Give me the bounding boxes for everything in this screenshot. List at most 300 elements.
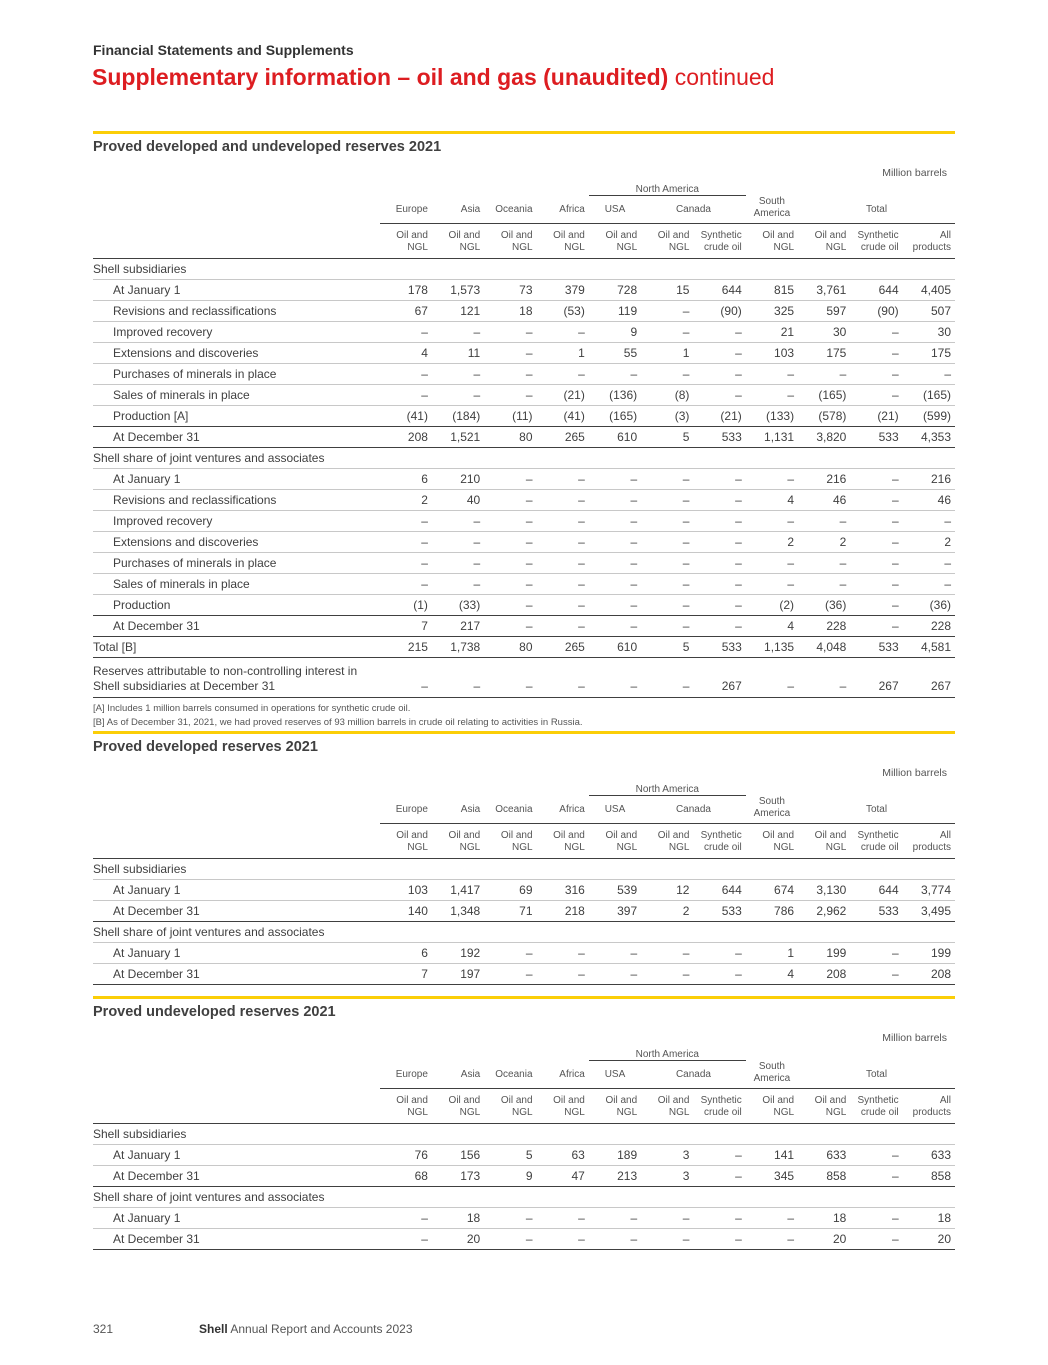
header-spacer [746,781,955,796]
cell-value: (578) [798,405,850,426]
cell-value: – [589,531,641,552]
header-row-region-group [93,181,955,196]
cell-value: 46 [903,489,955,510]
cell-value: (36) [903,594,955,615]
cell-value: 80 [484,426,536,447]
header-type [746,223,798,258]
header-type-line2: NGL [773,241,795,253]
table-row [93,300,955,321]
table-row [93,963,955,984]
row-label: Purchases of minerals in place [93,552,380,573]
cell-value: 379 [537,279,589,300]
cell-value: 4,048 [798,636,850,657]
cell-value: – [798,657,850,697]
cell-value: 644 [850,279,902,300]
cell-value: 103 [746,342,798,363]
header-type-line2: NGL [511,1106,533,1118]
header-type-line2: NGL [773,1106,795,1118]
cell-value: – [693,1207,745,1228]
group-header-row [93,858,955,879]
cell-value: (133) [746,405,798,426]
cell-value: 533 [693,900,745,921]
header-type [641,223,693,258]
section-title: Proved developed and undeveloped reserves 2021 [93,139,442,155]
cell-value: – [641,942,693,963]
cell-value: 228 [903,615,955,636]
cell-value: – [850,594,902,615]
cell-value: – [484,1207,536,1228]
cell-value: – [537,1207,589,1228]
footnote: [A] Includes 1 million barrels consumed in operations for synthetic crude oil. [93,702,411,714]
header-region-canada: Canada [675,803,711,815]
cell-value: 46 [798,489,850,510]
header-region-africa: Africa [559,803,585,815]
table-row [93,321,955,342]
table-row [93,594,955,615]
header-type [484,223,536,258]
row-label: Extensions and discoveries [93,342,380,363]
cell-value: – [589,594,641,615]
cell-value: 2 [903,531,955,552]
header-type-line1: Synthetic [857,1094,899,1106]
cell-value: (165) [798,384,850,405]
header-region-africa: Africa [559,203,585,215]
header-row-regions [93,1061,955,1089]
header-type [798,823,850,858]
header-type [850,1088,902,1123]
cell-value: 1,521 [432,426,484,447]
cell-value: – [798,552,850,573]
cell-value: – [537,468,589,489]
cell-value: – [537,321,589,342]
cell-value: 216 [903,468,955,489]
group-label: Shell share of joint ventures and associates [93,447,955,468]
row-label: At January 1 [93,279,380,300]
cell-value: – [380,321,432,342]
cell-value: 610 [589,426,641,447]
cell-value: – [693,342,745,363]
cell-value: – [641,657,693,697]
cell-value: 267 [903,657,955,697]
header-spacer [93,823,380,858]
cell-value: 4,405 [903,279,955,300]
table-row [93,942,955,963]
header-type [484,823,536,858]
header-type [746,1088,798,1123]
cell-value: – [693,573,745,594]
header-type-line2: crude oil [703,1106,742,1118]
cell-value: – [903,510,955,531]
table-row [93,1207,955,1228]
header-type-line2: crude oil [860,841,899,853]
cell-value: – [850,363,902,384]
cell-value: 644 [850,879,902,900]
cell-value: – [746,657,798,697]
table-row [93,405,955,426]
header-region-asia: Asia [460,803,481,815]
header-type-line2: NGL [407,841,428,853]
header-type [693,1088,745,1123]
cell-value: – [850,489,902,510]
header-type-line1: Oil and [605,1094,638,1106]
group-label: Shell subsidiaries [93,858,955,879]
cell-value: – [484,342,536,363]
header-type-line2: products [912,1106,951,1118]
cell-value: 20 [798,1228,850,1249]
cell-value: – [484,942,536,963]
header-type [432,223,484,258]
cell-value: 728 [589,279,641,300]
header-type-line1: Oil and [448,1094,481,1106]
header-region-total: Total [798,1061,955,1089]
cell-value: – [537,657,589,697]
cell-value: – [693,1228,745,1249]
cell-value: 4,353 [903,426,955,447]
cell-value: 55 [589,342,641,363]
cell-value: – [589,468,641,489]
group-label: Shell share of joint ventures and associates [93,1186,955,1207]
header-row-types [93,1088,955,1123]
page-title [92,64,774,91]
header-north-america: North America [589,181,746,196]
header-type-line1: Oil and [553,829,585,841]
header-type-line1: All [939,229,951,241]
header-type-line1: All [939,1094,951,1106]
row-label: Sales of minerals in place [93,384,380,405]
cell-value: 20 [903,1228,955,1249]
reserves-table [93,181,955,698]
cell-value: – [693,963,745,984]
cell-value: – [641,1207,693,1228]
header-type [641,823,693,858]
cell-value: – [850,615,902,636]
header-type-line2: NGL [616,1106,638,1118]
header-type [746,823,798,858]
header-type-line2: products [912,241,951,253]
cell-value: – [380,531,432,552]
cell-value: 15 [641,279,693,300]
cell-value: – [537,363,589,384]
cell-value: 210 [432,468,484,489]
cell-value: – [798,510,850,531]
cell-value: – [432,573,484,594]
table-row [93,279,955,300]
cell-value: 12 [641,879,693,900]
header-region-south-america [746,1061,798,1089]
cell-value: 11 [432,342,484,363]
cell-value: 20 [432,1228,484,1249]
cell-value: – [746,1228,798,1249]
header-type [589,823,641,858]
cell-value: – [537,531,589,552]
cell-value: – [484,1228,536,1249]
header-row-types [93,223,955,258]
row-label: At January 1 [93,942,380,963]
cell-value: 858 [798,1165,850,1186]
cell-value: 213 [589,1165,641,1186]
header-type [380,223,432,258]
header-type-line1: Oil and [814,229,847,241]
header-type-line2: NGL [459,841,481,853]
header-type [903,223,955,258]
cell-value: 786 [746,900,798,921]
cell-value: – [693,594,745,615]
cell-value: – [589,573,641,594]
cell-value: 156 [432,1144,484,1165]
cell-value: – [484,594,536,615]
header-spacer [93,796,380,824]
cell-value: 1,348 [432,900,484,921]
cell-value: – [850,552,902,573]
header-spacer [93,1088,380,1123]
cell-value: 2 [380,489,432,510]
cell-value: – [432,510,484,531]
footer-brand: Shell [199,1322,228,1336]
header-region-usa: USA [604,1068,626,1080]
row-label: At December 31 [93,615,380,636]
header-type [432,823,484,858]
cell-value: 644 [693,879,745,900]
reserves-table [93,781,955,985]
cell-value: – [641,594,693,615]
cell-value: 199 [798,942,850,963]
cell-value: 192 [432,942,484,963]
header-type-line2: NGL [825,841,847,853]
header-type [798,223,850,258]
cell-value: – [641,963,693,984]
cell-value: – [850,1207,902,1228]
cell-value: – [746,573,798,594]
cell-value: – [641,510,693,531]
cell-value: – [589,963,641,984]
cell-value: 1 [537,342,589,363]
nci-label-line1: Reserves attributable to non-controlling interest in [93,663,358,678]
cell-value: – [693,510,745,531]
section-label: Financial Statements and Supplements [93,42,354,58]
header-type-line2: crude oil [860,1106,899,1118]
cell-value: 197 [432,963,484,984]
header-spacer [93,223,380,258]
header-type-line1: Synthetic [857,829,899,841]
cell-value: 533 [850,900,902,921]
cell-value: 1 [746,942,798,963]
header-type-line1: Oil and [814,1094,847,1106]
header-type-line1: Oil and [605,229,638,241]
cell-value: 9 [589,321,641,342]
total-row [93,636,955,657]
cell-value: 216 [798,468,850,489]
header-region-south-america-line1: South [758,795,785,807]
header-region-africa: Africa [559,1068,585,1080]
header-spacer [93,1046,589,1061]
cell-value: 539 [589,879,641,900]
cell-value: – [432,531,484,552]
cell-value: – [380,1228,432,1249]
cell-value: – [746,1207,798,1228]
header-spacer [93,181,589,196]
header-type [537,223,589,258]
footer-report-name: Annual Report and Accounts 2023 [230,1322,413,1336]
cell-value: 3,820 [798,426,850,447]
header-type-line1: Oil and [762,1094,795,1106]
cell-value: – [693,552,745,573]
cell-value: 71 [484,900,536,921]
cell-value: 3,761 [798,279,850,300]
non-controlling-interest-row [93,657,955,697]
header-type-line2: NGL [825,1106,847,1118]
header-type-line1: Oil and [657,229,690,241]
header-type [903,1088,955,1123]
cell-value: 2 [746,531,798,552]
group-label: Shell subsidiaries [93,1123,955,1144]
cell-value: – [537,510,589,531]
cell-value: – [850,342,902,363]
cell-value: 63 [537,1144,589,1165]
cell-value: – [850,531,902,552]
header-type [537,823,589,858]
header-region-asia: Asia [460,1068,481,1080]
cell-value: 47 [537,1165,589,1186]
cell-value: (8) [641,384,693,405]
cell-value: – [484,657,536,697]
cell-value: 345 [746,1165,798,1186]
cell-value: – [903,363,955,384]
cell-value: (90) [693,300,745,321]
cell-value: – [641,363,693,384]
cell-value: (36) [798,594,850,615]
header-type-line2: NGL [773,841,795,853]
cell-value: – [746,384,798,405]
header-region-south-america [746,796,798,824]
header-type [798,1088,850,1123]
cell-value: 228 [798,615,850,636]
table-row [93,468,955,489]
cell-value: 175 [903,342,955,363]
cell-value: – [641,573,693,594]
header-row-regions [93,196,955,224]
cell-value: 121 [432,300,484,321]
header-type-line2: NGL [459,1106,481,1118]
cell-value: 1,131 [746,426,798,447]
cell-value: 18 [798,1207,850,1228]
row-label: At December 31 [93,426,380,447]
cell-value: – [484,531,536,552]
cell-value: 73 [484,279,536,300]
table-row [93,489,955,510]
cell-value: – [380,363,432,384]
row-label: Sales of minerals in place [93,573,380,594]
cell-value: 4 [746,489,798,510]
cell-value: 7 [380,615,432,636]
header-region-south-america-line1: South [758,1060,785,1072]
cell-value: – [693,615,745,636]
cell-value: (53) [537,300,589,321]
header-region-asia: Asia [460,203,481,215]
cell-value: – [850,321,902,342]
table-row [93,615,955,636]
cell-value: – [693,942,745,963]
header-type-line1: Oil and [396,1094,428,1106]
cell-value: – [641,531,693,552]
cell-value: – [537,942,589,963]
header-spacer [746,1046,955,1061]
cell-value: (21) [693,405,745,426]
cell-value: – [537,552,589,573]
section-rule [93,131,955,134]
cell-value: – [537,594,589,615]
section-title: Proved undeveloped reserves 2021 [93,1004,336,1020]
cell-value: 208 [903,963,955,984]
cell-value: – [693,384,745,405]
cell-value: – [641,1228,693,1249]
nci-label [93,657,380,697]
unit-label: Million barrels [882,767,947,779]
cell-value: 4 [746,615,798,636]
header-region-europe: Europe [395,1068,428,1080]
cell-value: 1,417 [432,879,484,900]
header-region-europe: Europe [395,203,428,215]
cell-value: – [693,489,745,510]
section-title: Proved developed reserves 2021 [93,739,318,755]
header-type-line1: Oil and [657,1094,690,1106]
cell-value: (599) [903,405,955,426]
cell-value: (2) [746,594,798,615]
row-label: Production [93,594,380,615]
row-label: Revisions and reclassifications [93,489,380,510]
cell-value: – [484,384,536,405]
cell-value: – [484,489,536,510]
header-north-america: North America [589,1046,746,1061]
cell-value: – [484,468,536,489]
header-region-europe: Europe [395,803,428,815]
group-header-row [93,447,955,468]
header-type-line2: NGL [825,241,847,253]
header-region-south-america-line2: America [753,807,791,819]
row-label: At December 31 [93,1165,380,1186]
header-spacer [746,181,955,196]
cell-value: – [537,963,589,984]
cell-value: 644 [693,279,745,300]
section-rule [93,731,955,734]
cell-value: – [432,552,484,573]
cell-value: – [641,552,693,573]
cell-value: – [641,321,693,342]
cell-value: (11) [484,405,536,426]
header-region-total: Total [798,796,955,824]
table-row [93,900,955,921]
cell-value: – [589,1228,641,1249]
header-type-line2: NGL [564,241,585,253]
cell-value: – [850,1228,902,1249]
page-title-main: Supplementary information – oil and gas (unaudited) [92,64,669,90]
header-region-south-america-line2: America [753,207,791,219]
header-type [903,823,955,858]
cell-value: 2,962 [798,900,850,921]
cell-value: 76 [380,1144,432,1165]
header-type-line1: Oil and [553,1094,585,1106]
cell-value: 533 [693,636,745,657]
row-label: Improved recovery [93,510,380,531]
table-row [93,1228,955,1249]
nci-label-line2: Shell subsidiaries at December 31 [93,678,276,693]
cell-value: 5 [641,426,693,447]
cell-value: – [798,363,850,384]
cell-value: (90) [850,300,902,321]
header-region-south-america-line2: America [753,1072,791,1084]
cell-value: 1 [641,342,693,363]
cell-value: – [537,615,589,636]
cell-value: (136) [589,384,641,405]
